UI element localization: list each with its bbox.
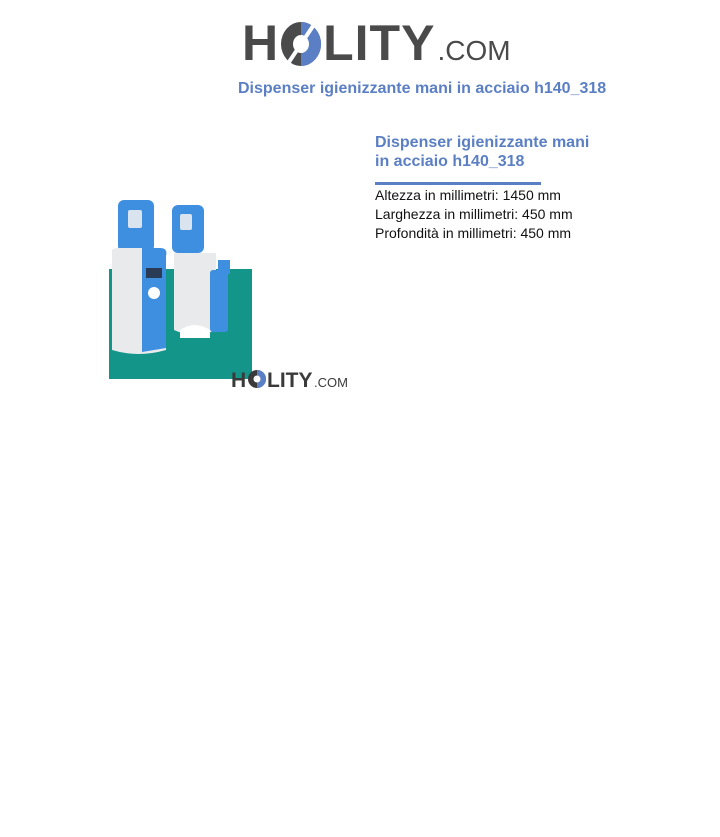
product-specs bbox=[375, 186, 573, 243]
holity-logo[interactable] bbox=[242, 10, 511, 71]
title-divider bbox=[375, 182, 541, 185]
page-title: Dispenser igienizzante mani in acciaio h140_318 bbox=[238, 80, 607, 97]
logo-text-com: .COM bbox=[437, 35, 511, 66]
spec-width: Larghezza in millimetri: 450 mm bbox=[375, 206, 573, 222]
watermark-text-h: H bbox=[231, 369, 247, 392]
logo-o-icon bbox=[279, 16, 323, 68]
product-image bbox=[20, 180, 360, 400]
watermark-text-lity: LITY bbox=[267, 369, 313, 392]
spec-depth: Profondità in millimetri: 450 mm bbox=[375, 225, 572, 241]
watermark-text-com: .COM bbox=[314, 375, 348, 390]
logo-text-h: H bbox=[242, 15, 280, 71]
spec-height: Altezza in millimetri: 1450 mm bbox=[375, 187, 561, 203]
logo-text-lity: LITY bbox=[323, 15, 436, 71]
product-name: Dispenser igienizzante mani in acciaio h140_318 bbox=[375, 134, 590, 170]
